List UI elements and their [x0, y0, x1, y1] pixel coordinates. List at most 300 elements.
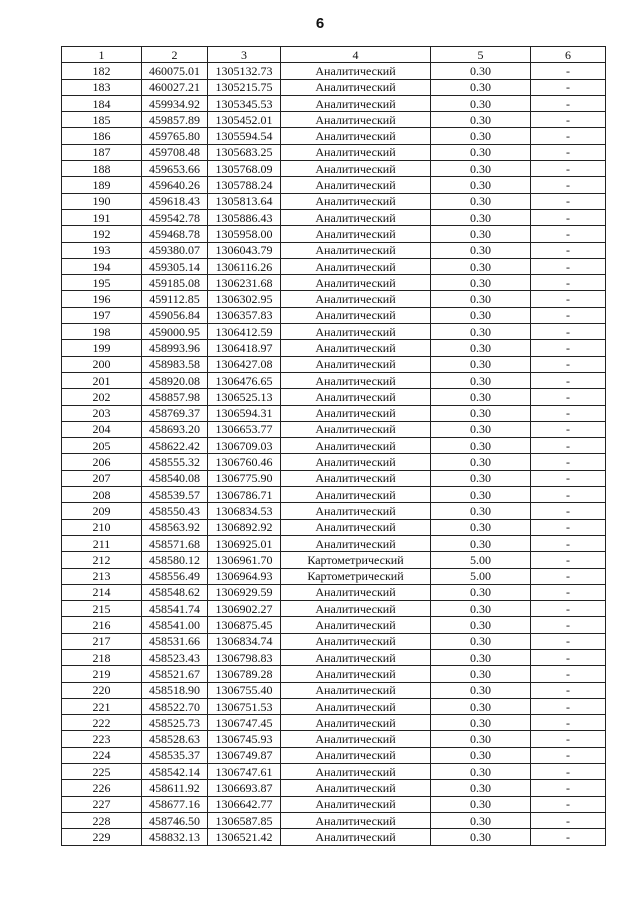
y-coordinate-cell: 1306834.74 [208, 633, 281, 649]
method-cell: Аналитический [281, 829, 431, 845]
column-header-6: 6 [531, 47, 606, 63]
note-cell: - [531, 226, 606, 242]
x-coordinate-cell: 458622.42 [142, 438, 208, 454]
point-number-cell: 200 [62, 356, 142, 372]
column-header-4: 4 [281, 47, 431, 63]
accuracy-cell: 0.30 [431, 584, 531, 600]
x-coordinate-cell: 459112.85 [142, 291, 208, 307]
table-row [62, 275, 606, 291]
column-header-5: 5 [431, 47, 531, 63]
accuracy-cell: 0.30 [431, 161, 531, 177]
point-number-cell: 201 [62, 372, 142, 388]
note-cell: - [531, 617, 606, 633]
table-row [62, 291, 606, 307]
method-cell: Аналитический [281, 454, 431, 470]
table-row [62, 503, 606, 519]
y-coordinate-cell: 1305594.54 [208, 128, 281, 144]
method-cell: Аналитический [281, 79, 431, 95]
y-coordinate-cell: 1306642.77 [208, 796, 281, 812]
method-cell: Аналитический [281, 193, 431, 209]
table-body [62, 63, 606, 845]
table-row [62, 128, 606, 144]
accuracy-cell: 0.30 [431, 829, 531, 845]
x-coordinate-cell: 458920.08 [142, 372, 208, 388]
point-number-cell: 213 [62, 568, 142, 584]
point-number-cell: 189 [62, 177, 142, 193]
x-coordinate-cell: 458556.49 [142, 568, 208, 584]
method-cell: Аналитический [281, 405, 431, 421]
y-coordinate-cell: 1306760.46 [208, 454, 281, 470]
table-row [62, 633, 606, 649]
coordinates-table [61, 46, 606, 846]
y-coordinate-cell: 1306709.03 [208, 438, 281, 454]
method-cell: Аналитический [281, 796, 431, 812]
y-coordinate-cell: 1305768.09 [208, 161, 281, 177]
x-coordinate-cell: 459765.80 [142, 128, 208, 144]
y-coordinate-cell: 1306834.53 [208, 503, 281, 519]
table-row [62, 649, 606, 665]
accuracy-cell: 0.30 [431, 128, 531, 144]
method-cell: Картометрический [281, 552, 431, 568]
y-coordinate-cell: 1306116.26 [208, 258, 281, 274]
accuracy-cell: 0.30 [431, 454, 531, 470]
y-coordinate-cell: 1306875.45 [208, 617, 281, 633]
table-row [62, 698, 606, 714]
accuracy-cell: 0.30 [431, 209, 531, 225]
y-coordinate-cell: 1306925.01 [208, 535, 281, 551]
method-cell: Аналитический [281, 95, 431, 111]
table-row [62, 829, 606, 845]
table-row [62, 79, 606, 95]
note-cell: - [531, 812, 606, 828]
method-cell: Аналитический [281, 324, 431, 340]
accuracy-cell: 0.30 [431, 291, 531, 307]
table-row [62, 193, 606, 209]
accuracy-cell: 0.30 [431, 796, 531, 812]
y-coordinate-cell: 1306786.71 [208, 487, 281, 503]
method-cell: Аналитический [281, 503, 431, 519]
y-coordinate-cell: 1306521.42 [208, 829, 281, 845]
y-coordinate-cell: 1306693.87 [208, 780, 281, 796]
x-coordinate-cell: 459934.92 [142, 95, 208, 111]
accuracy-cell: 0.30 [431, 666, 531, 682]
table-row [62, 95, 606, 111]
note-cell: - [531, 340, 606, 356]
x-coordinate-cell: 458522.70 [142, 698, 208, 714]
x-coordinate-cell: 458541.74 [142, 601, 208, 617]
accuracy-cell: 5.00 [431, 552, 531, 568]
note-cell: - [531, 356, 606, 372]
note-cell: - [531, 291, 606, 307]
y-coordinate-cell: 1305788.24 [208, 177, 281, 193]
accuracy-cell: 0.30 [431, 258, 531, 274]
method-cell: Аналитический [281, 666, 431, 682]
point-number-cell: 220 [62, 682, 142, 698]
x-coordinate-cell: 458542.14 [142, 764, 208, 780]
method-cell: Аналитический [281, 715, 431, 731]
point-number-cell: 222 [62, 715, 142, 731]
accuracy-cell: 0.30 [431, 535, 531, 551]
method-cell: Аналитический [281, 112, 431, 128]
y-coordinate-cell: 1306892.92 [208, 519, 281, 535]
note-cell: - [531, 128, 606, 144]
accuracy-cell: 0.30 [431, 193, 531, 209]
column-header-1: 1 [62, 47, 142, 63]
x-coordinate-cell: 459000.95 [142, 324, 208, 340]
note-cell: - [531, 503, 606, 519]
method-cell: Аналитический [281, 372, 431, 388]
table-header [62, 47, 606, 63]
point-number-cell: 214 [62, 584, 142, 600]
point-number-cell: 225 [62, 764, 142, 780]
note-cell: - [531, 112, 606, 128]
table-row [62, 454, 606, 470]
x-coordinate-cell: 458518.90 [142, 682, 208, 698]
point-number-cell: 183 [62, 79, 142, 95]
method-cell: Аналитический [281, 682, 431, 698]
table-row [62, 552, 606, 568]
note-cell: - [531, 454, 606, 470]
x-coordinate-cell: 459640.26 [142, 177, 208, 193]
x-coordinate-cell: 458550.43 [142, 503, 208, 519]
point-number-cell: 204 [62, 421, 142, 437]
note-cell: - [531, 747, 606, 763]
accuracy-cell: 0.30 [431, 812, 531, 828]
method-cell: Аналитический [281, 144, 431, 160]
table-row [62, 438, 606, 454]
x-coordinate-cell: 458523.43 [142, 649, 208, 665]
point-number-cell: 206 [62, 454, 142, 470]
table-row [62, 209, 606, 225]
note-cell: - [531, 258, 606, 274]
point-number-cell: 195 [62, 275, 142, 291]
note-cell: - [531, 389, 606, 405]
method-cell: Аналитический [281, 258, 431, 274]
x-coordinate-cell: 460075.01 [142, 63, 208, 79]
x-coordinate-cell: 459708.48 [142, 144, 208, 160]
point-number-cell: 219 [62, 666, 142, 682]
column-header-3: 3 [208, 47, 281, 63]
x-coordinate-cell: 458540.08 [142, 470, 208, 486]
y-coordinate-cell: 1306747.61 [208, 764, 281, 780]
table-row [62, 226, 606, 242]
point-number-cell: 182 [62, 63, 142, 79]
point-number-cell: 190 [62, 193, 142, 209]
point-number-cell: 199 [62, 340, 142, 356]
note-cell: - [531, 438, 606, 454]
note-cell: - [531, 633, 606, 649]
accuracy-cell: 0.30 [431, 372, 531, 388]
point-number-cell: 223 [62, 731, 142, 747]
y-coordinate-cell: 1306929.59 [208, 584, 281, 600]
note-cell: - [531, 324, 606, 340]
note-cell: - [531, 601, 606, 617]
table-row [62, 666, 606, 682]
accuracy-cell: 0.30 [431, 324, 531, 340]
y-coordinate-cell: 1306594.31 [208, 405, 281, 421]
accuracy-cell: 0.30 [431, 438, 531, 454]
point-number-cell: 209 [62, 503, 142, 519]
x-coordinate-cell: 458571.68 [142, 535, 208, 551]
table-row [62, 405, 606, 421]
note-cell: - [531, 715, 606, 731]
note-cell: - [531, 275, 606, 291]
accuracy-cell: 0.30 [431, 389, 531, 405]
note-cell: - [531, 552, 606, 568]
table-row [62, 568, 606, 584]
table-row [62, 421, 606, 437]
method-cell: Аналитический [281, 780, 431, 796]
point-number-cell: 202 [62, 389, 142, 405]
note-cell: - [531, 161, 606, 177]
y-coordinate-cell: 1306798.83 [208, 649, 281, 665]
method-cell: Аналитический [281, 601, 431, 617]
y-coordinate-cell: 1305683.25 [208, 144, 281, 160]
accuracy-cell: 0.30 [431, 421, 531, 437]
point-number-cell: 224 [62, 747, 142, 763]
table-row [62, 356, 606, 372]
note-cell: - [531, 307, 606, 323]
method-cell: Аналитический [281, 519, 431, 535]
table-row [62, 389, 606, 405]
y-coordinate-cell: 1306961.70 [208, 552, 281, 568]
x-coordinate-cell: 458563.92 [142, 519, 208, 535]
point-number-cell: 211 [62, 535, 142, 551]
accuracy-cell: 0.30 [431, 601, 531, 617]
note-cell: - [531, 535, 606, 551]
method-cell: Аналитический [281, 617, 431, 633]
table-row [62, 177, 606, 193]
method-cell: Аналитический [281, 584, 431, 600]
method-cell: Аналитический [281, 63, 431, 79]
point-number-cell: 184 [62, 95, 142, 111]
accuracy-cell: 0.30 [431, 731, 531, 747]
method-cell: Аналитический [281, 487, 431, 503]
table-row [62, 340, 606, 356]
table-row [62, 812, 606, 828]
accuracy-cell: 0.30 [431, 307, 531, 323]
note-cell: - [531, 79, 606, 95]
point-number-cell: 208 [62, 487, 142, 503]
method-cell: Аналитический [281, 633, 431, 649]
point-number-cell: 192 [62, 226, 142, 242]
x-coordinate-cell: 458857.98 [142, 389, 208, 405]
method-cell: Аналитический [281, 389, 431, 405]
method-cell: Аналитический [281, 535, 431, 551]
table-row [62, 796, 606, 812]
note-cell: - [531, 519, 606, 535]
table-row [62, 487, 606, 503]
note-cell: - [531, 698, 606, 714]
y-coordinate-cell: 1305132.73 [208, 63, 281, 79]
y-coordinate-cell: 1306412.59 [208, 324, 281, 340]
x-coordinate-cell: 458693.20 [142, 421, 208, 437]
note-cell: - [531, 584, 606, 600]
point-number-cell: 226 [62, 780, 142, 796]
method-cell: Аналитический [281, 177, 431, 193]
accuracy-cell: 0.30 [431, 356, 531, 372]
method-cell: Аналитический [281, 812, 431, 828]
note-cell: - [531, 193, 606, 209]
note-cell: - [531, 242, 606, 258]
y-coordinate-cell: 1306653.77 [208, 421, 281, 437]
table-row [62, 617, 606, 633]
table-row [62, 731, 606, 747]
table-row [62, 535, 606, 551]
x-coordinate-cell: 458769.37 [142, 405, 208, 421]
method-cell: Аналитический [281, 291, 431, 307]
point-number-cell: 188 [62, 161, 142, 177]
y-coordinate-cell: 1306964.93 [208, 568, 281, 584]
accuracy-cell: 0.30 [431, 470, 531, 486]
y-coordinate-cell: 1306231.68 [208, 275, 281, 291]
method-cell: Аналитический [281, 161, 431, 177]
x-coordinate-cell: 458677.16 [142, 796, 208, 812]
x-coordinate-cell: 458746.50 [142, 812, 208, 828]
point-number-cell: 215 [62, 601, 142, 617]
x-coordinate-cell: 460027.21 [142, 79, 208, 95]
note-cell: - [531, 764, 606, 780]
method-cell: Аналитический [281, 731, 431, 747]
accuracy-cell: 0.30 [431, 275, 531, 291]
point-number-cell: 218 [62, 649, 142, 665]
y-coordinate-cell: 1306357.83 [208, 307, 281, 323]
note-cell: - [531, 829, 606, 845]
x-coordinate-cell: 459185.08 [142, 275, 208, 291]
table-row [62, 324, 606, 340]
note-cell: - [531, 63, 606, 79]
accuracy-cell: 0.30 [431, 177, 531, 193]
x-coordinate-cell: 458983.58 [142, 356, 208, 372]
y-coordinate-cell: 1306302.95 [208, 291, 281, 307]
table-row [62, 470, 606, 486]
point-number-cell: 221 [62, 698, 142, 714]
accuracy-cell: 0.30 [431, 682, 531, 698]
note-cell: - [531, 95, 606, 111]
method-cell: Аналитический [281, 470, 431, 486]
table-row [62, 307, 606, 323]
accuracy-cell: 0.30 [431, 715, 531, 731]
note-cell: - [531, 209, 606, 225]
accuracy-cell: 0.30 [431, 79, 531, 95]
accuracy-cell: 0.30 [431, 340, 531, 356]
note-cell: - [531, 421, 606, 437]
point-number-cell: 197 [62, 307, 142, 323]
point-number-cell: 227 [62, 796, 142, 812]
note-cell: - [531, 372, 606, 388]
x-coordinate-cell: 459618.43 [142, 193, 208, 209]
y-coordinate-cell: 1306745.93 [208, 731, 281, 747]
x-coordinate-cell: 459468.78 [142, 226, 208, 242]
point-number-cell: 187 [62, 144, 142, 160]
note-cell: - [531, 487, 606, 503]
point-number-cell: 217 [62, 633, 142, 649]
method-cell: Аналитический [281, 226, 431, 242]
table-row [62, 63, 606, 79]
method-cell: Аналитический [281, 649, 431, 665]
point-number-cell: 185 [62, 112, 142, 128]
accuracy-cell: 0.30 [431, 519, 531, 535]
point-number-cell: 210 [62, 519, 142, 535]
table-row [62, 764, 606, 780]
x-coordinate-cell: 458528.63 [142, 731, 208, 747]
method-cell: Аналитический [281, 209, 431, 225]
y-coordinate-cell: 1306751.53 [208, 698, 281, 714]
x-coordinate-cell: 458535.37 [142, 747, 208, 763]
x-coordinate-cell: 459857.89 [142, 112, 208, 128]
table-row [62, 584, 606, 600]
method-cell: Аналитический [281, 764, 431, 780]
accuracy-cell: 0.30 [431, 780, 531, 796]
accuracy-cell: 0.30 [431, 405, 531, 421]
method-cell: Аналитический [281, 128, 431, 144]
y-coordinate-cell: 1305452.01 [208, 112, 281, 128]
method-cell: Картометрический [281, 568, 431, 584]
table-row [62, 780, 606, 796]
table-row [62, 715, 606, 731]
table-row [62, 161, 606, 177]
point-number-cell: 212 [62, 552, 142, 568]
point-number-cell: 194 [62, 258, 142, 274]
page-number: 6 [315, 15, 325, 32]
x-coordinate-cell: 458541.00 [142, 617, 208, 633]
table-row [62, 372, 606, 388]
method-cell: Аналитический [281, 275, 431, 291]
x-coordinate-cell: 458531.66 [142, 633, 208, 649]
note-cell: - [531, 144, 606, 160]
y-coordinate-cell: 1305215.75 [208, 79, 281, 95]
y-coordinate-cell: 1305345.53 [208, 95, 281, 111]
x-coordinate-cell: 458993.96 [142, 340, 208, 356]
table-row [62, 747, 606, 763]
point-number-cell: 207 [62, 470, 142, 486]
method-cell: Аналитический [281, 438, 431, 454]
x-coordinate-cell: 459380.07 [142, 242, 208, 258]
table-row [62, 242, 606, 258]
point-number-cell: 186 [62, 128, 142, 144]
point-number-cell: 229 [62, 829, 142, 845]
accuracy-cell: 0.30 [431, 95, 531, 111]
method-cell: Аналитический [281, 698, 431, 714]
header-row [62, 47, 606, 63]
table-row [62, 601, 606, 617]
method-cell: Аналитический [281, 356, 431, 372]
y-coordinate-cell: 1306775.90 [208, 470, 281, 486]
x-coordinate-cell: 458555.32 [142, 454, 208, 470]
accuracy-cell: 0.30 [431, 764, 531, 780]
point-number-cell: 198 [62, 324, 142, 340]
y-coordinate-cell: 1306755.40 [208, 682, 281, 698]
x-coordinate-cell: 458539.57 [142, 487, 208, 503]
y-coordinate-cell: 1305886.43 [208, 209, 281, 225]
table-row [62, 112, 606, 128]
note-cell: - [531, 405, 606, 421]
y-coordinate-cell: 1306043.79 [208, 242, 281, 258]
note-cell: - [531, 780, 606, 796]
accuracy-cell: 0.30 [431, 487, 531, 503]
y-coordinate-cell: 1306902.27 [208, 601, 281, 617]
y-coordinate-cell: 1305958.00 [208, 226, 281, 242]
y-coordinate-cell: 1306587.85 [208, 812, 281, 828]
x-coordinate-cell: 458832.13 [142, 829, 208, 845]
point-number-cell: 205 [62, 438, 142, 454]
note-cell: - [531, 470, 606, 486]
note-cell: - [531, 568, 606, 584]
accuracy-cell: 0.30 [431, 747, 531, 763]
x-coordinate-cell: 458521.67 [142, 666, 208, 682]
point-number-cell: 216 [62, 617, 142, 633]
accuracy-cell: 0.30 [431, 698, 531, 714]
